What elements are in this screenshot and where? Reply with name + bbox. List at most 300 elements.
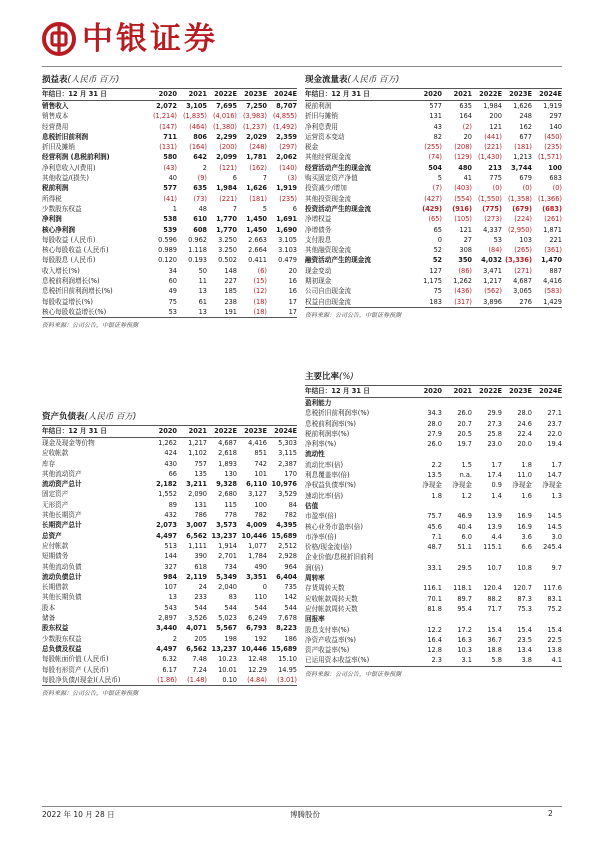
row-label: 流动比率(倍): [305, 460, 344, 469]
row-value: 115.1: [483, 543, 502, 552]
row-value: (317): [454, 297, 472, 306]
row-value: 115: [224, 500, 237, 509]
balance-unit: (人民币 百万): [84, 412, 137, 422]
row-value: (4,855): [272, 112, 297, 121]
row-value: 20: [463, 132, 472, 141]
table-row: [42, 122, 297, 132]
row-value: [502, 449, 532, 459]
row-value: 3,065: [513, 287, 532, 296]
row-value: 10,976: [271, 480, 297, 489]
table-row: [42, 266, 297, 276]
table-section-row: [305, 573, 562, 583]
row-value: (297): [279, 143, 297, 152]
row-value: 15.4: [487, 625, 502, 634]
row-value: 14.5: [547, 512, 562, 521]
row-value: 2,512: [278, 541, 297, 550]
row-value: 71.7: [487, 604, 502, 613]
row-value: 22.0: [547, 429, 562, 438]
row-value: 1,102: [188, 449, 207, 458]
ratios-title: [305, 371, 562, 384]
row-label: 净增权益: [305, 215, 332, 224]
row-label: 期初现金: [305, 277, 332, 286]
row-value: 27.9: [427, 429, 442, 438]
header-year-cell: 2023E: [509, 90, 532, 98]
cash-flow-table: [305, 74, 562, 320]
row-value: (1,380): [212, 122, 237, 131]
row-value: [412, 501, 442, 511]
row-label: 已运用资本收益率(%): [305, 656, 370, 665]
table-row: [305, 655, 562, 665]
table-row: [305, 532, 562, 542]
row-value: 120.7: [513, 584, 532, 593]
row-label: 投资活动产生的现金流: [305, 204, 371, 213]
brand-logo: [42, 22, 218, 56]
row-value: 4,009: [246, 521, 267, 530]
row-value: 135: [194, 469, 207, 478]
row-value: 1.6: [521, 491, 532, 500]
row-value: 75.7: [427, 512, 442, 521]
table-row: [305, 542, 562, 552]
header-year-cell: 2021: [453, 387, 472, 395]
row-label: 价格/现金流(倍): [305, 543, 352, 552]
row-label: 应付帐款周转天数: [305, 604, 358, 613]
table-row: [42, 235, 297, 245]
table-row: [42, 644, 297, 654]
bank-of-china-logo-icon: [42, 22, 76, 56]
row-value: 3.0: [551, 532, 562, 541]
table-row: [305, 194, 562, 204]
table-row: [42, 255, 297, 265]
row-value: 3,007: [186, 521, 207, 530]
row-value: [412, 552, 442, 562]
row-value: 233: [194, 593, 207, 602]
row-value: 2,090: [188, 490, 207, 499]
row-value: 17.2: [457, 625, 472, 634]
row-value: 25.8: [487, 429, 502, 438]
row-label: 流动资产总计: [42, 480, 82, 489]
row-value: 1.4: [491, 491, 502, 500]
row-value: 50: [198, 266, 207, 275]
header-year-cell: 2022E: [214, 427, 237, 435]
table-row: [42, 541, 297, 551]
row-label: 应收帐款周转天数: [305, 594, 358, 603]
row-value: 28.0: [517, 409, 532, 418]
row-value: 213: [488, 163, 502, 172]
row-value: 13: [168, 593, 177, 602]
row-value: (7): [432, 184, 442, 193]
row-value: 0.962: [188, 235, 207, 244]
row-value: (255): [424, 143, 442, 152]
row-value: (265): [514, 246, 532, 255]
row-value: 净现金: [542, 481, 562, 490]
row-value: 60: [168, 277, 177, 286]
row-value: 127: [429, 266, 442, 275]
row-value: 984: [163, 572, 177, 581]
row-value: 15,689: [271, 644, 297, 653]
row-value: 6,249: [248, 614, 267, 623]
header-year-cell: 2023E: [244, 427, 267, 435]
row-value: (1,571): [537, 153, 562, 162]
row-value: 162: [519, 122, 532, 131]
row-value: 3,127: [248, 490, 267, 499]
row-label: 核心每股收益增长(%): [42, 307, 107, 316]
header-year-cell: 2021: [188, 90, 207, 98]
row-value: 580: [163, 153, 177, 162]
row-value: 7.48: [192, 655, 207, 664]
row-value: [472, 573, 502, 583]
row-value: (2): [462, 122, 472, 131]
row-value: 3.6: [521, 532, 532, 541]
row-value: (916): [452, 204, 472, 213]
row-value: 3.105: [278, 235, 297, 244]
table-row: [305, 419, 562, 429]
row-value: 3,529: [278, 490, 297, 499]
row-value: 1,217: [483, 277, 502, 286]
row-value: 11: [198, 277, 207, 286]
header-year-cell: 2024E: [274, 427, 297, 435]
row-value: 2.664: [248, 246, 267, 255]
row-value: 12.8: [427, 646, 442, 655]
table-row: [42, 438, 297, 448]
row-label: 其他投资现金流: [305, 194, 352, 203]
footer-company: 博腾股份: [290, 810, 320, 819]
table-row: [42, 448, 297, 458]
row-value: 618: [194, 562, 207, 571]
row-value: (429): [422, 204, 442, 213]
row-value: (4,016): [212, 112, 237, 121]
table-row: [42, 665, 297, 675]
row-value: 22.5: [547, 635, 562, 644]
table-row: [42, 613, 297, 623]
row-label: 其他长期负债: [42, 593, 82, 602]
row-value: (273): [484, 215, 502, 224]
row-value: 775: [489, 174, 502, 183]
balance-sheet-table: [42, 411, 297, 698]
row-value: 3,211: [186, 480, 207, 489]
row-value: 544: [254, 603, 267, 612]
row-label: 少数股东权益: [42, 204, 82, 213]
row-value: 2,099: [216, 153, 237, 162]
row-value: (147): [159, 122, 177, 131]
row-value: 7.1: [431, 532, 442, 541]
row-value: 2,029: [246, 132, 267, 141]
row-value: 66: [168, 469, 177, 478]
row-value: 52: [432, 256, 442, 265]
row-value: 679: [519, 174, 532, 183]
row-value: 2,040: [218, 583, 237, 592]
row-value: 504: [428, 163, 442, 172]
footer-date: 2022 年 10 月 28 日: [42, 810, 115, 819]
row-label: 净利息费用: [305, 122, 338, 131]
row-value: 净现金: [452, 481, 472, 490]
row-value: 782: [254, 511, 267, 520]
row-label: 股息支付率(%): [305, 625, 350, 634]
row-value: 13.8: [547, 646, 562, 655]
table-row: [305, 491, 562, 501]
row-value: (74): [428, 153, 442, 162]
table-row: [42, 582, 297, 592]
row-value: 430: [164, 459, 177, 468]
row-value: 116.1: [423, 584, 442, 593]
table-source-note: 资料来源：公司公告，中银证券预测: [42, 317, 297, 330]
row-value: 185: [224, 287, 237, 296]
row-value: 13.5: [427, 471, 442, 480]
row-value: 4,416: [248, 439, 267, 447]
row-value: 2,928: [278, 552, 297, 561]
row-value: 3,896: [483, 297, 502, 306]
table-row: [42, 479, 297, 489]
row-value: (1.48): [187, 675, 207, 684]
row-value: [532, 614, 562, 624]
header-year-cell: 2024E: [274, 90, 297, 98]
row-value: (9): [197, 174, 207, 183]
ratios-title-text: 主要比率: [305, 372, 340, 382]
row-value: 16: [288, 277, 297, 286]
footer-divider: [42, 806, 562, 807]
row-value: 52: [433, 246, 442, 255]
row-value: (129): [454, 153, 472, 162]
row-label: 总负债及权益: [42, 644, 82, 653]
row-value: 100: [254, 500, 267, 509]
row-value: 4,337: [483, 225, 502, 234]
header-year-cell: 2020: [158, 427, 177, 435]
row-label: 息税折旧前利润率(%): [305, 409, 370, 418]
row-value: 净现金: [422, 481, 442, 490]
row-value: 13: [198, 287, 207, 296]
row-value: 19.4: [547, 440, 562, 449]
row-label: 回报率: [305, 615, 325, 624]
row-value: [412, 614, 442, 624]
row-value: 17: [288, 307, 297, 316]
row-value: 2,062: [276, 153, 297, 162]
row-value: 89.7: [457, 594, 472, 603]
row-value: 10,446: [241, 531, 267, 540]
row-value: 3.8: [521, 656, 532, 665]
row-value: 5,567: [216, 624, 237, 633]
row-value: 7: [232, 204, 237, 213]
row-value: (4.84): [247, 675, 267, 684]
row-value: 6,110: [246, 480, 267, 489]
row-value: 16.9: [517, 512, 532, 521]
row-value: 1,213: [513, 153, 532, 162]
row-value: 7,250: [246, 102, 267, 110]
row-value: [412, 449, 442, 459]
row-value: (131): [159, 143, 177, 152]
row-value: 7: [262, 174, 267, 183]
row-value: 20.0: [517, 440, 532, 449]
row-value: 75.2: [547, 604, 562, 613]
row-value: 183: [429, 297, 442, 306]
row-value: (84): [488, 246, 502, 255]
table-row: [42, 101, 297, 111]
row-value: 6.0: [461, 532, 472, 541]
row-value: 81.8: [427, 604, 442, 613]
row-value: 3.250: [218, 246, 237, 255]
row-value: (775): [482, 204, 502, 213]
row-value: 1,691: [276, 215, 297, 224]
row-label: 市净率(倍): [305, 532, 337, 541]
row-value: 543: [164, 603, 177, 612]
row-label: 少数股东权益: [42, 634, 82, 643]
row-value: [472, 398, 502, 408]
row-value: (18): [253, 297, 267, 306]
row-label: 税前利润: [42, 184, 69, 193]
row-label: 息税折旧前利润增长(%): [42, 287, 113, 296]
row-value: 635: [459, 102, 472, 110]
row-value: 16: [288, 287, 297, 296]
table-row: [42, 510, 297, 520]
header-year-cell: 2020: [423, 387, 442, 395]
row-label: 息税折旧前利润: [42, 132, 89, 141]
row-value: 742: [254, 459, 267, 468]
row-value: 13: [198, 307, 207, 316]
row-value: [472, 552, 502, 562]
table-row: [42, 551, 297, 561]
table-row: [42, 634, 297, 644]
row-value: 6,404: [276, 572, 297, 581]
row-value: [412, 398, 442, 408]
row-label: 经营费用: [42, 122, 69, 131]
row-value: (261): [544, 215, 562, 224]
row-value: 88.2: [487, 594, 502, 603]
row-value: 3,105: [186, 102, 207, 110]
row-value: 10.8: [517, 563, 532, 572]
row-value: 2: [202, 163, 207, 172]
table-header-row: [305, 385, 562, 398]
row-value: 19.7: [457, 440, 472, 449]
row-value: (3): [287, 174, 297, 183]
row-value: 577: [163, 184, 177, 193]
row-value: 1,175: [423, 277, 442, 286]
table-section-row: [305, 501, 562, 511]
row-value: 121: [459, 225, 472, 234]
row-label: 折旧与摊销: [305, 112, 338, 121]
row-label: 润(倍): [305, 563, 324, 572]
row-value: 20.7: [457, 419, 472, 428]
row-value: 144: [164, 552, 177, 561]
row-value: 20: [288, 266, 297, 275]
row-value: [442, 501, 472, 511]
row-value: 248: [519, 112, 532, 121]
row-label: 税金: [305, 143, 319, 152]
row-value: (1,366): [537, 194, 562, 203]
row-label: 无形资产: [42, 500, 69, 509]
row-value: 6.32: [162, 655, 177, 664]
row-value: 6.6: [521, 543, 532, 552]
row-value: 101: [254, 469, 267, 478]
table-row: [305, 604, 562, 614]
row-label: 每股股息 (人民币): [42, 256, 96, 265]
row-value: 110: [254, 593, 267, 602]
header-year-cell: 2022E: [479, 387, 502, 395]
row-value: 0.411: [248, 256, 267, 265]
row-value: 121: [489, 122, 502, 131]
row-value: 75: [168, 297, 177, 306]
row-value: 120.4: [483, 584, 502, 593]
row-value: 1,429: [543, 297, 562, 306]
row-value: 1,919: [543, 102, 562, 110]
header-year-cell: 2020: [158, 90, 177, 98]
row-value: 2,701: [218, 552, 237, 561]
row-value: 887: [549, 266, 562, 275]
row-label: 长期资产总计: [42, 521, 82, 530]
row-value: 1,450: [246, 225, 267, 234]
table-row: [42, 520, 297, 530]
row-value: 238: [224, 297, 237, 306]
row-value: 43: [433, 122, 442, 131]
row-value: 23.5: [517, 635, 532, 644]
row-value: 6: [232, 174, 237, 183]
row-label: 息税前利润率(%): [305, 419, 356, 428]
row-value: 26.0: [457, 409, 472, 418]
row-value: 276: [519, 297, 532, 306]
row-value: 1.118: [188, 246, 207, 255]
table-row: [42, 194, 297, 204]
table-header-row: [42, 88, 297, 101]
row-value: 4,687: [218, 439, 237, 447]
header-year-cell: 2024E: [539, 387, 562, 395]
row-value: 61: [198, 297, 207, 306]
row-value: 577: [429, 102, 442, 110]
row-value: (436): [454, 287, 472, 296]
table-row: [42, 276, 297, 286]
row-value: 4,071: [186, 624, 207, 633]
row-label: 公司自由现金流: [305, 287, 352, 296]
row-value: 1.7: [551, 460, 562, 469]
row-value: 10.01: [218, 665, 237, 674]
row-label: 支付股息: [305, 235, 332, 244]
table-source-note: 资料来源：公司公告，中银证券预测: [42, 685, 297, 698]
row-value: (1,550): [477, 194, 502, 203]
row-value: 15.4: [547, 625, 562, 634]
row-value: 1,893: [218, 459, 237, 468]
table-section-row: [305, 449, 562, 459]
row-value: (441): [484, 132, 502, 141]
row-label: 经营利润 (息税前利润): [42, 153, 110, 162]
row-value: 3,440: [156, 624, 177, 633]
cashflow-unit: (人民币 百万): [347, 75, 400, 85]
row-value: 13.4: [517, 646, 532, 655]
row-value: 9,328: [216, 480, 237, 489]
row-value: 117.6: [543, 584, 562, 593]
row-label: 折旧及摊销: [42, 143, 75, 152]
row-value: 205: [194, 634, 207, 643]
row-value: 964: [284, 562, 297, 571]
row-value: 544: [284, 603, 297, 612]
row-value: 3.103: [278, 246, 297, 255]
row-label: 所得税: [42, 194, 62, 203]
row-value: 4,416: [543, 277, 562, 286]
row-value: [472, 449, 502, 459]
row-value: 131: [429, 112, 442, 121]
table-row: [305, 173, 562, 183]
row-value: [502, 614, 532, 624]
row-value: 148: [224, 266, 237, 275]
row-label: 库存: [42, 459, 56, 468]
table-row: [305, 563, 562, 573]
header-year-cell: 2023E: [244, 90, 267, 98]
row-value: 1,262: [453, 277, 472, 286]
row-value: (6): [257, 266, 267, 275]
table-row: [305, 122, 562, 132]
row-value: 0: [437, 235, 442, 244]
row-label: 长期借款: [42, 583, 69, 592]
row-value: 53: [493, 235, 502, 244]
row-value: 7,678: [278, 614, 297, 623]
income-title-text: 损益表: [42, 75, 68, 85]
row-value: 12.48: [248, 655, 267, 664]
row-label: 核心业务市盈率(倍): [305, 522, 363, 531]
